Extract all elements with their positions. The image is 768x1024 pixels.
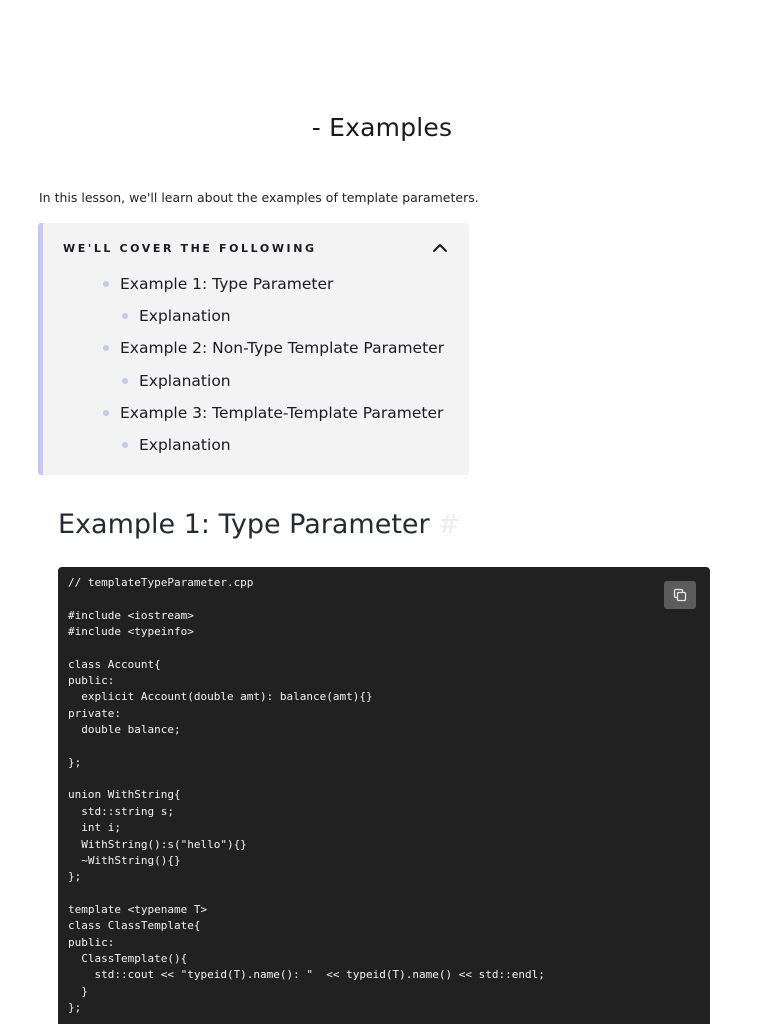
- toc-item-label: Explanation: [139, 435, 231, 454]
- toc-item-example-1[interactable]: [43, 271, 444, 303]
- toc-item-explanation-1[interactable]: [43, 303, 444, 335]
- bullet-icon: [122, 378, 128, 384]
- code-content[interactable]: // templateTypeParameter.cpp #include <iostream> #include <typeinfo> class Account{ public: explicit Account(double amt): balance(amt){} private: double balance; }; union WithString{ std::string s; int i; WithString():s("hello"){} ~WithString(){} }; template <typename T> class ClassTemplate{ public: ClassTemplate(){ std::cout << "typeid(T).name(): " << typeid(T).name() << std::endl; } };: [68, 576, 545, 1014]
- bullet-icon: [122, 313, 128, 319]
- toc-item-explanation-2[interactable]: [43, 368, 444, 400]
- toc-item-label: Explanation: [139, 371, 231, 390]
- toc-header: WE'LL COVER THE FOLLOWING: [63, 242, 317, 255]
- toc-item-explanation-3[interactable]: [43, 432, 444, 464]
- anchor-link-icon[interactable]: #: [437, 509, 461, 540]
- code-block: [58, 567, 710, 1024]
- section-heading-text: Example 1: Type Parameter: [58, 509, 430, 540]
- toc-item-label: Example 3: Template-Template Parameter: [120, 403, 444, 422]
- chevron-up-icon[interactable]: [431, 239, 449, 257]
- copy-button[interactable]: [664, 581, 696, 609]
- toc-list: [43, 271, 444, 464]
- table-of-contents: [38, 223, 469, 475]
- bullet-icon: [103, 345, 109, 351]
- toc-item-label: Explanation: [139, 307, 231, 326]
- bullet-icon: [103, 410, 109, 416]
- page-title: - Examples: [311, 113, 453, 142]
- bullet-icon: [103, 281, 109, 287]
- bullet-icon: [122, 442, 128, 448]
- toc-item-example-3[interactable]: [43, 400, 444, 432]
- toc-item-example-2[interactable]: [43, 335, 444, 367]
- lesson-intro: In this lesson, we'll learn about the examples of template parameters.: [39, 190, 479, 205]
- toc-item-label: Example 1: Type Parameter: [120, 275, 334, 293]
- toc-item-label: Example 2: Non-Type Template Parameter: [120, 339, 445, 358]
- copy-icon: [672, 587, 688, 603]
- section-heading: [58, 504, 460, 546]
